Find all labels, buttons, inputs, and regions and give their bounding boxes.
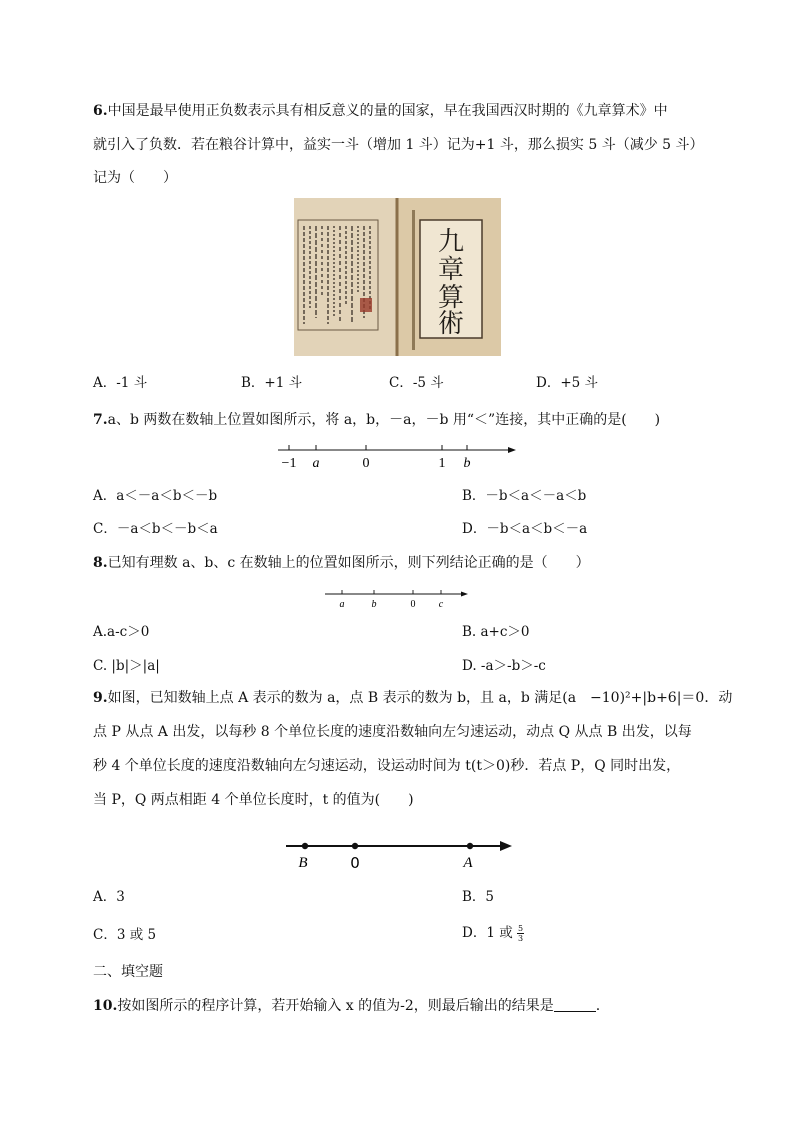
q7-option-c[interactable]: C．－a＜b＜－b＜a: [93, 521, 218, 537]
q7-option-a[interactable]: A．a＜－a＜b＜－b: [93, 488, 218, 504]
q9-line2: 点 P 从点 A 出发，以每秒 8 个单位长度的速度沿数轴向左匀速运动，动点 Q 从点 B 出发，以每: [93, 724, 692, 740]
q9-line4: 当 P，Q 两点相距 4 个单位长度时，t 的值为( ): [93, 792, 414, 808]
q8-label-a: a: [339, 599, 345, 610]
book-title-char-1: 九: [437, 227, 465, 256]
q8-option-b[interactable]: B. a+c＞0: [462, 624, 530, 640]
q9-number-line: [282, 832, 514, 872]
q9-line3: 秒 4 个单位长度的速度沿数轴向左匀速运动，设运动时间为 t(t＞0)秒．若点 P，Q 同时出发，: [93, 758, 681, 774]
q6-option-d[interactable]: D．+5 斗: [536, 375, 599, 391]
q7-option-d[interactable]: D．－b＜a＜b＜－a: [462, 521, 588, 537]
q7-label-b: b: [463, 456, 471, 471]
q8-label-c: c: [438, 599, 444, 610]
point-a-marker: [467, 843, 473, 849]
q7-number-line: [270, 438, 520, 472]
section-fill-in-title: 二、填空题: [93, 964, 163, 980]
q8-option-c[interactable]: C. |b|＞|a|: [93, 658, 160, 674]
book-title-char-4: 術: [437, 309, 465, 338]
q9-option-a[interactable]: A．3: [93, 889, 125, 905]
q7-label-minus1: −1: [281, 456, 297, 471]
q6-number: 6.: [93, 103, 108, 119]
q8-label-0: 0: [410, 599, 416, 610]
q8-number: 8.: [93, 555, 108, 571]
q8-number-line: [322, 585, 472, 611]
point-origin-marker: [352, 843, 358, 849]
q7-number: 7.: [93, 412, 108, 428]
q8-stem: 8.已知有理数 a、b、c 在数轴上的位置如图所示，则下列结论正确的是（ ）: [93, 555, 590, 571]
q8-label-b: b: [371, 599, 377, 610]
nine-chapters-book-image: [294, 198, 501, 356]
q10-number: 10.: [93, 998, 118, 1014]
q7-label-a: a: [312, 456, 320, 471]
q9-option-d[interactable]: D．1 或 $\frac{5}{3}$: [462, 924, 524, 943]
q8-option-a[interactable]: A.a-c＞0: [93, 624, 150, 640]
q6-line3: 记为（ ）: [93, 170, 177, 186]
q6-option-b[interactable]: B．+1 斗: [241, 375, 303, 391]
q7-label-1: 1: [438, 456, 446, 471]
q9-label-0: 0: [350, 854, 360, 872]
q8-option-d[interactable]: D. -a＞-b＞-c: [462, 658, 546, 674]
q10-answer-blank[interactable]: [554, 997, 596, 1012]
q7-stem: 7.a、b 两数在数轴上位置如图所示，将 a，b，－a，－b 用“＜”连接，其中正确的是( ): [93, 412, 661, 428]
book-title-char-2: 章: [437, 255, 465, 284]
q9-option-b[interactable]: B．5: [462, 889, 495, 905]
book-title-char-3: 算: [437, 283, 465, 312]
q7-option-b[interactable]: B．－b＜a＜－a＜b: [462, 488, 587, 504]
q6-line2: 就引入了负数．若在粮谷计算中，益实一斗（增加 1 斗）记为+1 斗，那么损实 5 斗（减少 5 斗）: [93, 137, 704, 153]
q7-label-0: 0: [362, 456, 370, 471]
q10-stem: 10.按如图所示的程序计算，若开始输入 x 的值为-2，则最后输出的结果是 .: [93, 998, 601, 1014]
q9-line1: 9.如图，已知数轴上点 A 表示的数为 a，点 B 表示的数为 b，且 a，b 满足(a −10)²+|b+6|＝0．动: [93, 690, 733, 706]
q9-option-c[interactable]: C．3 或 5: [93, 927, 157, 943]
q6-option-a[interactable]: A．-1 斗: [93, 375, 148, 391]
q6-option-c[interactable]: C．-5 斗: [389, 375, 444, 391]
q9-number: 9.: [93, 690, 108, 706]
q9-label-b: B: [298, 855, 308, 871]
q9-label-a: A: [463, 855, 473, 871]
q6-line1: 6.中国是最早使用正负数表示具有相反意义的量的国家，早在我国西汉时期的《九章算术》中: [93, 103, 668, 119]
point-b-marker: [302, 843, 308, 849]
q9-option-d-fraction: $\frac{5}{3}$: [518, 924, 524, 943]
